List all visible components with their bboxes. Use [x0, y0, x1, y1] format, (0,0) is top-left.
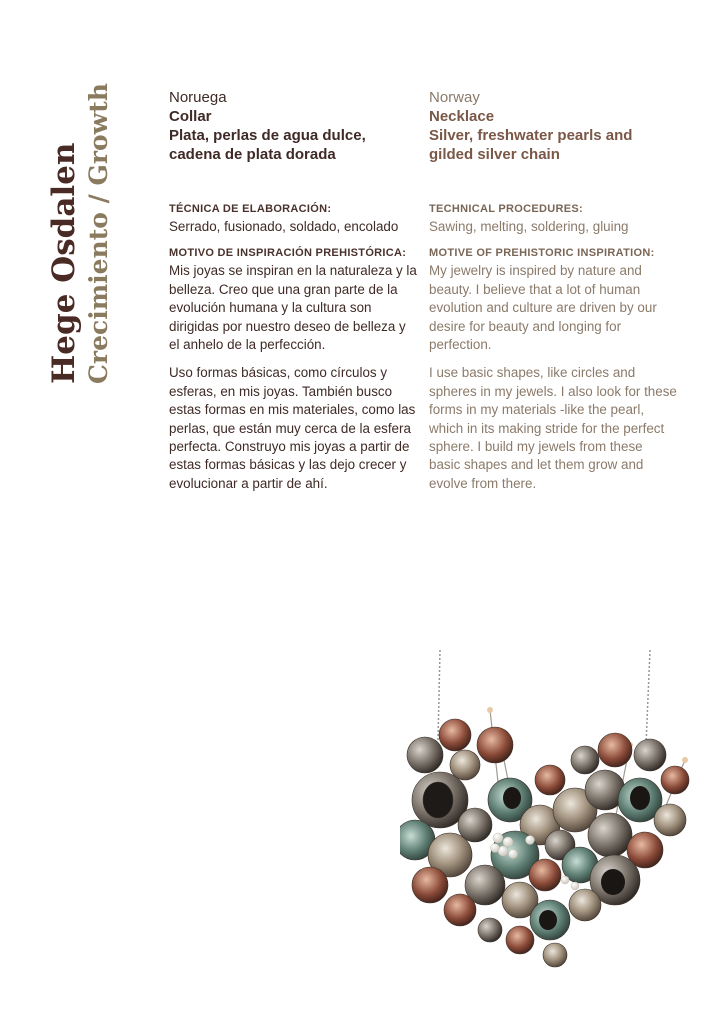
motive-label: MOTIVO DE INSPIRACIÓN PREHISTÓRICA: — [169, 247, 407, 260]
country: Noruega — [169, 89, 227, 106]
materials: Plata, perlas de agua dulce, cadena de plata dorada — [169, 127, 366, 163]
spanish-column — [169, 88, 417, 493]
motive-paragraph-2: I use basic shapes, like circles and spheres in my jewels. I also look for these forms in my materials -like the pearl, which in its making stride for the perfect sphere. I build my jewels from these basic shapes and let them grow and evolve from there. — [429, 365, 677, 491]
vertical-title — [46, 64, 122, 384]
motive-paragraph-2: Uso formas básicas, como círculos y esferas, en mis joyas. También busco estas formas en mis materiales, como las perlas, que están muy cerca de la esfera perfecta. Construyo mis joyas a partir de estas formas básicas y las dejo crecer y evolucionar a partir de ahí. — [169, 365, 416, 491]
technique-label: TÉCNICA DE ELABORACIÓN: — [169, 203, 332, 215]
country: Norway — [429, 89, 480, 106]
object-type: Collar — [169, 108, 212, 125]
motive-label: MOTIVE OF PREHISTORIC INSPIRATION: — [429, 247, 655, 260]
artist-name: Hege Osdalen — [46, 142, 82, 384]
technique-label: TECHNICAL PROCEDURES: — [429, 203, 583, 215]
object-type: Necklace — [429, 108, 495, 125]
materials: Silver, freshwater pearls and gilded silver chain — [429, 127, 633, 163]
motive-paragraph-1: Mis joyas se inspiran en la naturaleza y la belleza. Creo que una gran parte de la evolución humana y la cultura son dirigidas por nuestro deseo de belleza y el anhelo de la perfección. — [169, 263, 417, 353]
work-title: Crecimiento / Growth — [84, 83, 113, 384]
technique-text: Sawing, melting, soldering, gluing — [429, 219, 629, 234]
english-column — [429, 88, 677, 493]
technique-text: Serrado, fusionado, soldado, encolado — [169, 219, 399, 234]
necklace-photo — [400, 650, 700, 980]
motive-paragraph-1: My jewelry is inspired by nature and beauty. I believe that a lot of human evolution and culture are driven by our desire for beauty and longing for perfection. — [429, 263, 657, 353]
